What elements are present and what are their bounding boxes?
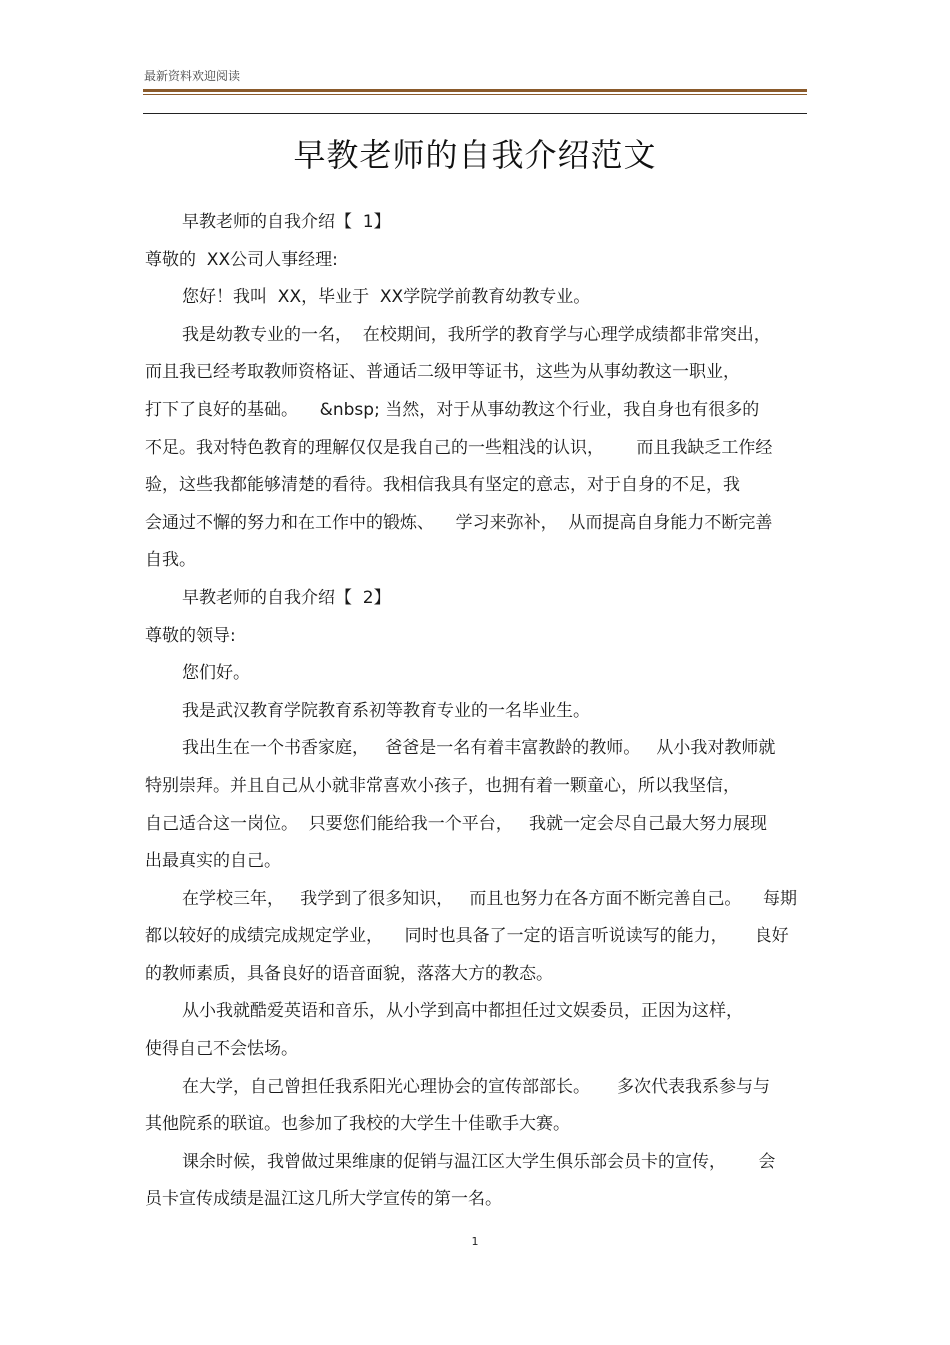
text-line: 在学校三年， 我学到了很多知识， 而且也努力在各方面不断完善自己。 每期 — [182, 888, 798, 909]
text-line: 尊敬的 XX公司人事经理: — [145, 249, 338, 270]
text-line: 而且我已经考取教师资格证、普通话二级甲等证书，这些为从事幼教这一职业， — [145, 362, 740, 383]
text-line: 我是幼教专业的一名， 在校期间，我所学的教育学与心理学成绩都非常突出， — [182, 324, 771, 345]
text-line: 的教师素质，具备良好的语音面貌，落落大方的教态。 — [145, 963, 553, 984]
text-line: 我是武汉教育学院教育系初等教育专业的一名毕业生。 — [182, 700, 590, 721]
text-line: 自己适合这一岗位。 只要您们能给我一个平台， 我就一定会尽自己最大努力展现 — [145, 813, 768, 834]
text-line: 早教老师的自我介绍【 2】 — [182, 587, 391, 608]
text-line: 都以较好的成绩完成规定学业， 同时也具备了一定的语言听说读写的能力， 良好 — [145, 926, 789, 947]
text-line: 尊敬的领导: — [145, 625, 236, 646]
text-line: 不足。我对特色教育的理解仅仅是我自己的一些粗浅的认识， 而且我缺乏工作经 — [145, 437, 773, 458]
text-line: 特别崇拜。并且自己从小就非常喜欢小孩子，也拥有着一颗童心，所以我坚信， — [145, 775, 740, 796]
text-line: 在大学，自己曾担任我系阳光心理协会的宣传部部长。 多次代表我系参与与 — [182, 1076, 771, 1097]
document-title: 早教老师的自我介绍范文 — [293, 136, 657, 174]
text-line: 您好！我叫 XX，毕业于 XX学院学前教育幼教专业。 — [182, 287, 591, 308]
page-number: 1 — [471, 1235, 479, 1248]
document-body — [145, 204, 807, 1219]
text-line: 出最真实的自己。 — [145, 851, 281, 872]
text-line: 您们好。 — [182, 663, 250, 684]
header-rule-thin — [143, 94, 807, 95]
text-line: 课余时候，我曾做过果维康的促销与温江区大学生俱乐部会员卡的宣传， 会 — [182, 1151, 776, 1172]
text-line: 打下了良好的基础。 &nbsp; 当然，对于从事幼教这个行业，我自身也有很多的 — [145, 399, 760, 420]
text-line: 自我。 — [145, 550, 196, 571]
text-line: 我出生在一个书香家庭， 爸爸是一名有着丰富教龄的教师。 从小我对教师就 — [182, 738, 776, 759]
text-line: 使得自己不会怯场。 — [145, 1039, 298, 1060]
header-rule-thick — [143, 89, 807, 92]
header-label: 最新资料欢迎阅读 — [144, 69, 241, 83]
text-line: 其他院系的联谊。也参加了我校的大学生十佳歌手大赛。 — [145, 1114, 570, 1135]
text-line: 早教老师的自我介绍【 1】 — [182, 212, 391, 232]
text-line: 验，这些我都能够清楚的看待。我相信我具有坚定的意志，对于自身的不足，我 — [145, 475, 740, 496]
text-line: 从小我就酷爱英语和音乐，从小学到高中都担任过文娱委员，正因为这样， — [182, 1001, 743, 1022]
text-line: 会通过不懈的努力和在工作中的锻炼、 学习来弥补， 从而提高自身能力不断完善 — [145, 512, 773, 533]
text-line: 员卡宣传成绩是温江这几所大学宣传的第一名。 — [145, 1189, 502, 1210]
title-separator — [143, 113, 807, 114]
